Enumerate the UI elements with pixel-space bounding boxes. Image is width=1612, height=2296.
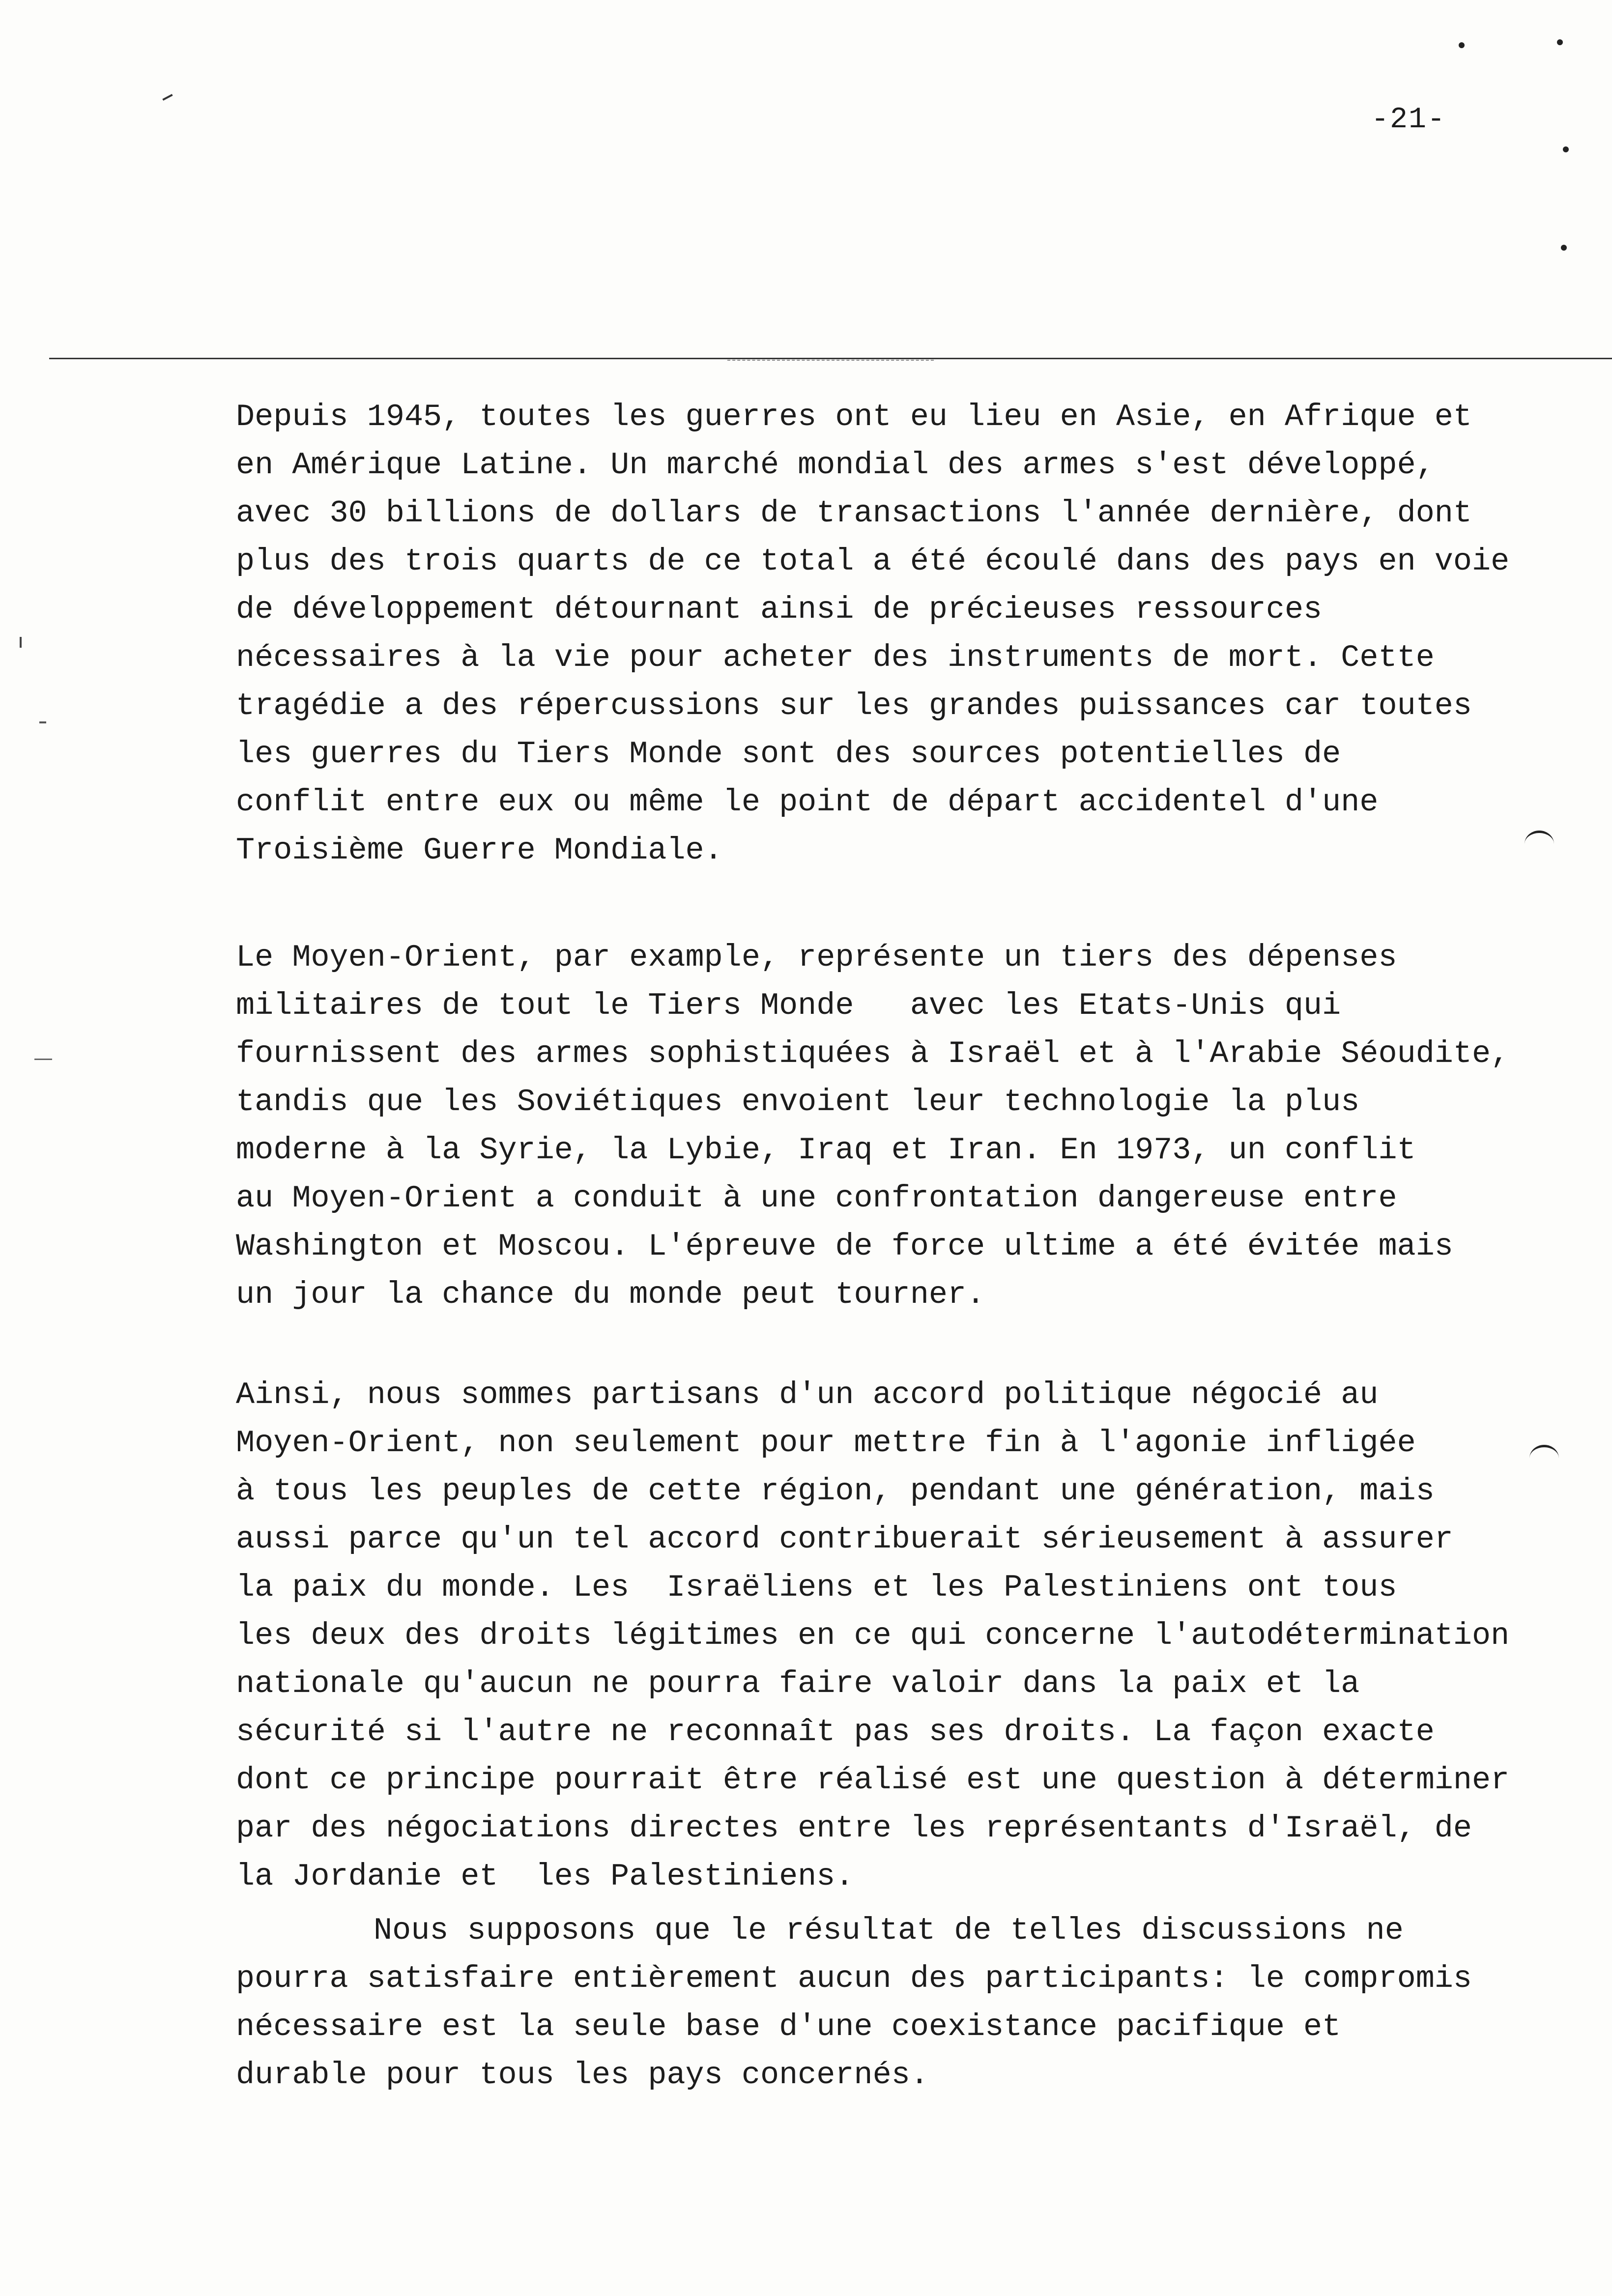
- scan-dot: [1561, 245, 1567, 251]
- paragraph-3: [236, 1371, 1592, 1901]
- scan-mark-left: [34, 1059, 52, 1060]
- text-line: Troisième Guerre Mondiale.: [236, 833, 723, 868]
- text-line: tragédie a des répercussions sur les grandes puissances car toutes: [236, 689, 1472, 724]
- text-line: militaires de tout le Tiers Monde avec les Etats-Unis qui: [236, 988, 1341, 1024]
- text-line: avec 30 billions de dollars de transactions l'année dernière, dont: [236, 496, 1472, 531]
- scan-mark-top-left: [162, 94, 173, 101]
- paragraph-1: [236, 393, 1592, 875]
- scan-dot: [1459, 42, 1465, 48]
- text-line: Depuis 1945, toutes les guerres ont eu lieu en Asie, en Afrique et: [236, 400, 1472, 435]
- scan-mark-left: [20, 637, 22, 648]
- header-rule: [49, 358, 1612, 359]
- text-line: les deux des droits légitimes en ce qui concerne l'autodétermination: [236, 1618, 1510, 1654]
- text-line: de développement détournant ainsi de précieuses ressources: [236, 592, 1323, 628]
- text-line: la Jordanie et les Palestiniens.: [236, 1859, 854, 1894]
- text-line: la paix du monde. Les Israëliens et les Palestiniens ont tous: [236, 1570, 1397, 1606]
- text-line: un jour la chance du monde peut tourner.: [236, 1277, 985, 1313]
- text-line: en Amérique Latine. Un marché mondial des armes s'est développé,: [236, 448, 1435, 483]
- text-line: sécurité si l'autre ne reconnaît pas ses droits. La façon exacte: [236, 1715, 1435, 1750]
- text-line: fournissent des armes sophistiquées à Israël et à l'Arabie Séoudite,: [236, 1036, 1510, 1072]
- scan-dot: [1557, 39, 1563, 45]
- text-line: aussi parce qu'un tel accord contribuerait sérieusement à assurer: [236, 1522, 1453, 1557]
- text-line: Ainsi, nous sommes partisans d'un accord politique négocié au: [236, 1378, 1379, 1413]
- text-line: Le Moyen-Orient, par example, représente un tiers des dépenses: [236, 940, 1397, 976]
- text-line: Nous supposons que le résultat de telles discussions ne: [374, 1913, 1404, 1949]
- text-line: à tous les peuples de cette région, pendant une génération, mais: [236, 1474, 1435, 1509]
- text-line: dont ce principe pourrait être réalisé est une question à déterminer: [236, 1763, 1510, 1798]
- paragraph-2: [236, 934, 1592, 1319]
- text-line: conflit entre eux ou même le point de départ accidentel d'une: [236, 785, 1379, 820]
- text-line: moderne à la Syrie, la Lybie, Iraq et Iran. En 1973, un conflit: [236, 1133, 1416, 1168]
- scan-mark-left: [39, 721, 46, 723]
- page-number: -21-: [1371, 103, 1446, 137]
- text-line: par des négociations directes entre les représentants d'Israël, de: [236, 1811, 1472, 1846]
- paragraph-4: [236, 1907, 1592, 2099]
- text-line: pourra satisfaire entièrement aucun des participants: le compromis: [236, 1961, 1472, 1997]
- text-line: nécessaires à la vie pour acheter des instruments de mort. Cette: [236, 640, 1435, 676]
- text-line: nécessaire est la seule base d'une coexistance pacifique et: [236, 2009, 1341, 2045]
- text-line: Washington et Moscou. L'épreuve de force ultime a été évitée mais: [236, 1229, 1453, 1264]
- header-rule-faint: [727, 360, 934, 361]
- text-line: au Moyen-Orient a conduit à une confrontation dangereuse entre: [236, 1181, 1397, 1216]
- text-line: les guerres du Tiers Monde sont des sources potentielles de: [236, 737, 1341, 772]
- text-line: Moyen-Orient, non seulement pour mettre fin à l'agonie infligée: [236, 1426, 1416, 1461]
- text-line: durable pour tous les pays concernés.: [236, 2058, 929, 2093]
- text-line: tandis que les Soviétiques envoient leur technologie la plus: [236, 1085, 1360, 1120]
- text-line: nationale qu'aucun ne pourra faire valoir dans la paix et la: [236, 1666, 1360, 1702]
- scan-dot: [1563, 146, 1569, 152]
- text-line: plus des trois quarts de ce total a été écoulé dans des pays en voie: [236, 544, 1510, 579]
